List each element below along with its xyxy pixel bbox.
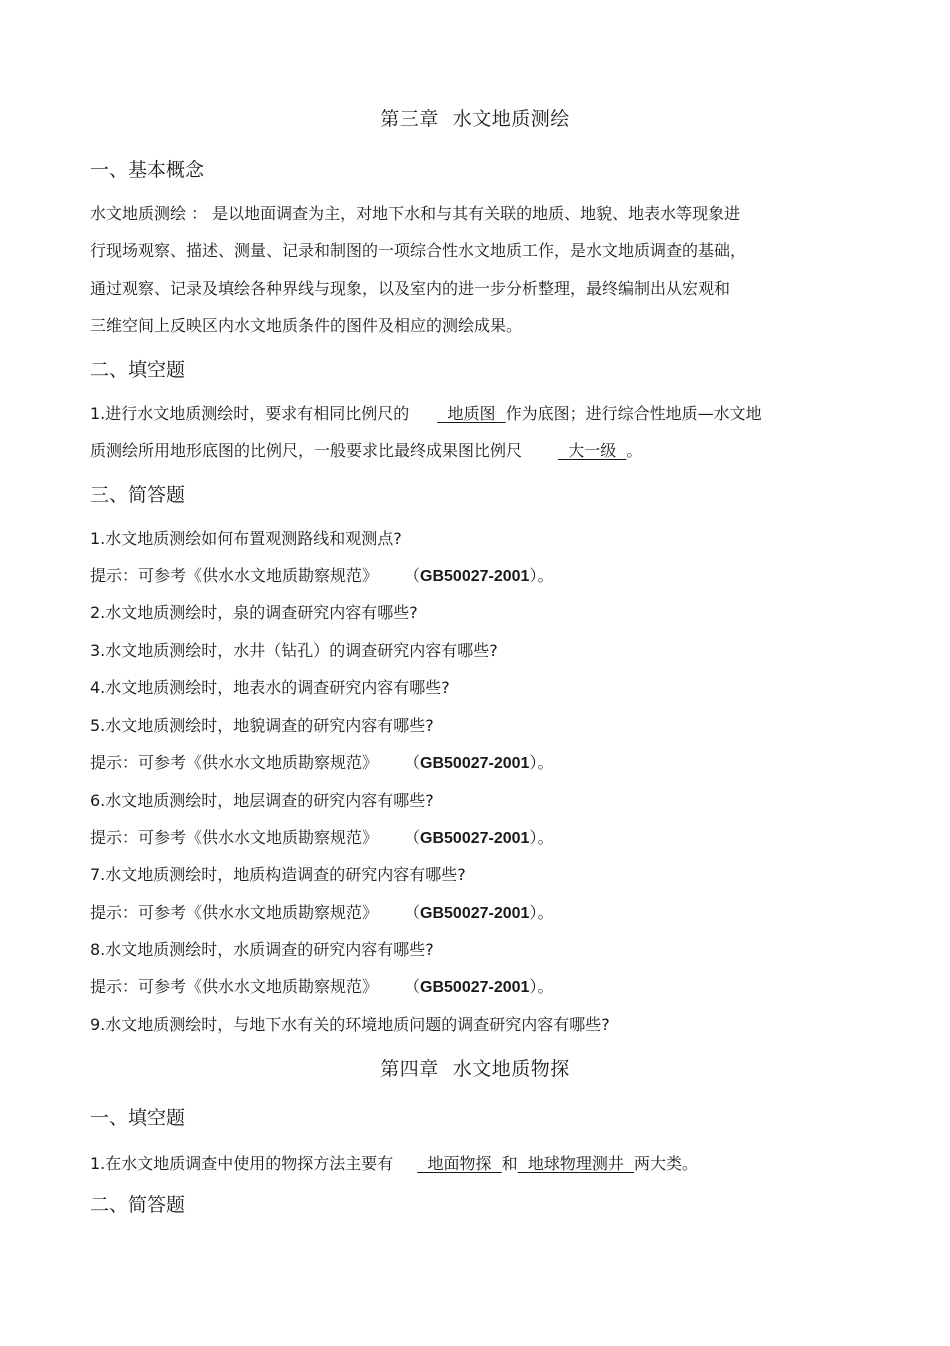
- section-short-answer: 三、简答题: [90, 484, 186, 506]
- hint-line: 提示：可参考《供水水文地质勘察规范》 （GB50027-2001）。: [90, 828, 554, 847]
- hint-line: 提示：可参考《供水水文地质勘察规范》 （GB50027-2001）。: [90, 566, 554, 585]
- definition-line-1: 水文地质测绘 ： 是以地面调查为主，对地下水和与其有关联的地质、地貌、地表水等现象进: [90, 204, 741, 223]
- question-7: 7.水文地质测绘时，地质构造调查的研究内容有哪些?: [90, 865, 466, 884]
- hint-line: 提示：可参考《供水水文地质勘察规范》 （GB50027-2001）。: [90, 903, 554, 922]
- section-short-answer-ch4: 二、简答题: [90, 1194, 186, 1216]
- answer-blank: 地球物理测井: [517, 1154, 635, 1173]
- fill-question-1-line-1: 1.进行水文地质测绘时，要求有相同比例尺的 地质图 作为底图；进行综合性地质—水文地: [90, 401, 762, 424]
- hint-line: 提示：可参考《供水水文地质勘察规范》 （GB50027-2001）。: [90, 977, 554, 996]
- question-1: 1.水文地质测绘如何布置观测路线和观测点?: [90, 529, 402, 548]
- definition-line-2: 行现场观察、描述、测量、记录和制图的一项综合性水文地质工作，是水文地质调查的基础，: [90, 241, 747, 260]
- question-2: 2.水文地质测绘时，泉的调查研究内容有哪些?: [90, 603, 418, 622]
- question-3: 3.水文地质测绘时，水井（钻孔）的调查研究内容有哪些?: [90, 641, 498, 660]
- answer-blank: 地面物探: [417, 1154, 502, 1173]
- section-fill-in-blank: 二、填空题: [90, 359, 186, 381]
- chapter-4-title: 第四章 水文地质物探: [380, 1058, 570, 1080]
- section-basic-concepts: 一、基本概念: [90, 159, 205, 181]
- definition-line-4: 三维空间上反映区内水文地质条件的图件及相应的测绘成果。: [90, 316, 523, 335]
- definition-line-3: 通过观察、记录及填绘各种界线与现象，以及室内的进一步分析整理，最终编制出从宏观和: [90, 279, 731, 298]
- answer-blank: 地质图: [437, 404, 506, 423]
- question-5: 5.水文地质测绘时，地貌调查的研究内容有哪些?: [90, 716, 434, 735]
- answer-blank: 大一级: [558, 441, 627, 460]
- question-4: 4.水文地质测绘时，地表水的调查研究内容有哪些?: [90, 678, 450, 697]
- fill-question-ch4-1: 1.在水文地质调查中使用的物探方法主要有 地面物探 和 地球物理测井 两大类。: [90, 1151, 698, 1174]
- fill-question-1-line-2: 质测绘所用地形底图的比例尺，一般要求比最终成果图比例尺 大一级 。: [90, 438, 642, 461]
- question-6: 6.水文地质测绘时，地层调查的研究内容有哪些?: [90, 791, 434, 810]
- section-fill-in-blank-ch4: 一、填空题: [90, 1107, 186, 1129]
- question-8: 8.水文地质测绘时，水质调查的研究内容有哪些?: [90, 940, 434, 959]
- question-9: 9.水文地质测绘时，与地下水有关的环境地质问题的调查研究内容有哪些?: [90, 1015, 610, 1034]
- hint-line: 提示：可参考《供水水文地质勘察规范》 （GB50027-2001）。: [90, 753, 554, 772]
- chapter-3-title: 第三章 水文地质测绘: [380, 108, 570, 130]
